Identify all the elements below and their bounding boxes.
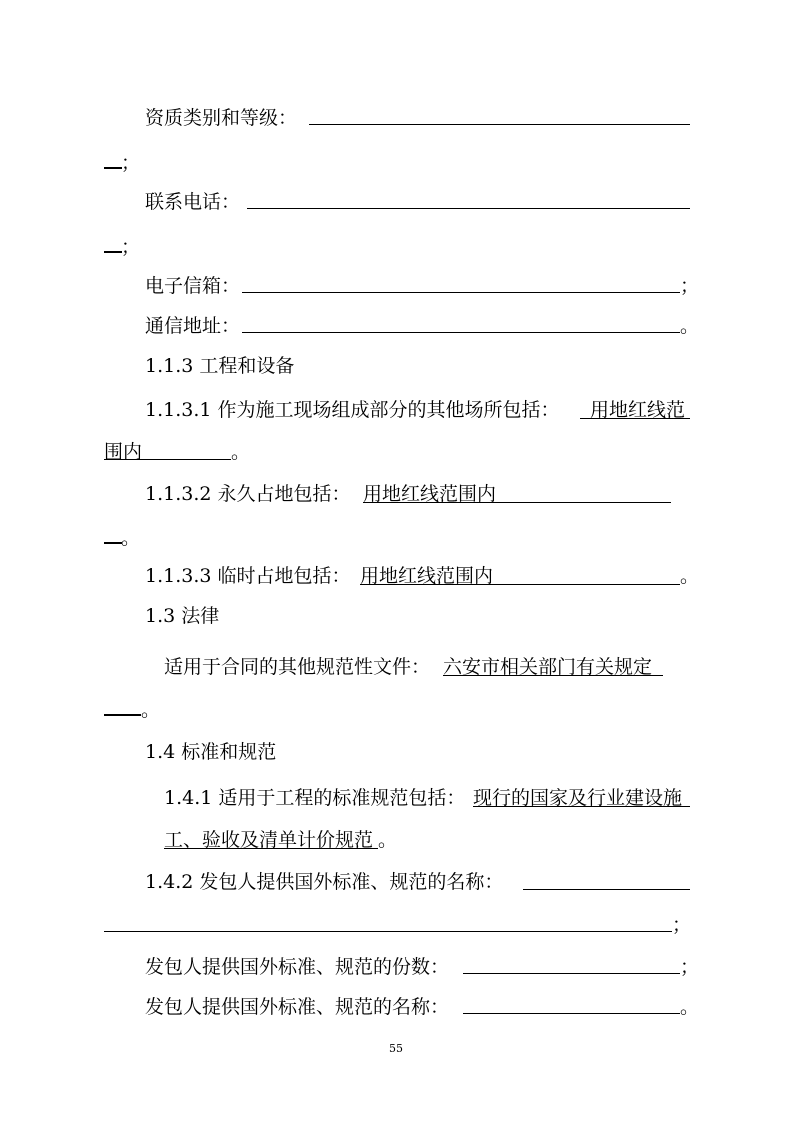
regulations-field[interactable]	[443, 675, 663, 676]
permanent-land-value: 用地红线范围内	[363, 483, 497, 505]
standards-value-a: 现行的国家及行业建设施	[473, 787, 683, 809]
section-1-1-3-3-label: 1.1.3.3 临时占地包括：	[145, 565, 351, 587]
section-1-1-3-1-label: 1.1.3.1 作为施工现场组成部分的其他场所包括：	[145, 399, 560, 421]
site-scope-field-continued[interactable]	[104, 459, 231, 460]
phone-field[interactable]	[247, 208, 690, 209]
qualification-field-continued[interactable]	[104, 167, 122, 169]
permanent-land-period: 。	[121, 527, 141, 549]
email-label: 电子信箱：	[145, 275, 241, 297]
section-1-3-label: 适用于合同的其他规范性文件：	[164, 656, 431, 678]
section-1-3-title: 1.3 法律	[145, 605, 220, 627]
permanent-land-field-continued[interactable]	[104, 542, 122, 544]
temporary-land-value: 用地红线范围内	[360, 565, 494, 587]
phone-semicolon: ；	[121, 236, 141, 258]
regulations-field-continued[interactable]	[104, 714, 141, 716]
temporary-land-field[interactable]	[360, 584, 680, 585]
temporary-land-period: 。	[680, 565, 700, 587]
foreign-standards-name-field[interactable]	[523, 889, 690, 890]
regulations-value: 六安市相关部门有关规定	[443, 656, 653, 678]
qualification-field[interactable]	[309, 124, 690, 125]
site-scope-period: 。	[231, 441, 251, 463]
qualification-label: 资质类别和等级：	[145, 107, 298, 129]
section-1-4-2-label: 1.4.2 发包人提供国外标准、规范的名称：	[145, 871, 504, 893]
page-number: 55	[389, 1042, 403, 1055]
address-period: 。	[680, 315, 700, 337]
section-1-4-1-label: 1.4.1 适用于工程的标准规范包括：	[164, 787, 466, 809]
foreign-standards-copies-semicolon: ；	[680, 956, 700, 978]
address-label: 通信地址：	[145, 315, 241, 337]
section-1-4-title: 1.4 标准和规范	[145, 741, 277, 763]
foreign-standards-name-field-continued[interactable]	[104, 931, 672, 932]
phone-label: 联系电话：	[145, 191, 241, 213]
standards-field[interactable]	[473, 806, 690, 807]
address-field[interactable]	[242, 332, 680, 333]
section-1-1-3-2-label: 1.1.3.2 永久占地包括：	[145, 483, 351, 505]
foreign-standards-copies-field[interactable]	[463, 973, 680, 974]
foreign-standards-copies-label: 发包人提供国外标准、规范的份数：	[145, 956, 450, 978]
standards-value-b: 工、验收及清单计价规范	[164, 829, 374, 851]
regulations-period: 。	[141, 699, 161, 721]
site-scope-value-b: 围内	[104, 441, 143, 463]
foreign-standards-name-semicolon: ；	[672, 914, 692, 936]
email-field[interactable]	[242, 292, 680, 293]
site-scope-value-a: 用地红线范	[590, 399, 686, 421]
foreign-standards-names-field[interactable]	[463, 1013, 680, 1014]
qualification-semicolon: ；	[121, 152, 141, 174]
permanent-land-field[interactable]	[363, 502, 671, 503]
foreign-standards-names-period: 。	[680, 996, 700, 1018]
phone-field-continued[interactable]	[104, 251, 122, 253]
section-1-1-3-title: 1.1.3 工程和设备	[145, 355, 295, 377]
standards-field-continued[interactable]	[164, 848, 378, 849]
email-semicolon: ；	[680, 275, 700, 297]
standards-period: 。	[378, 829, 398, 851]
foreign-standards-names-label: 发包人提供国外标准、规范的名称：	[145, 996, 450, 1018]
